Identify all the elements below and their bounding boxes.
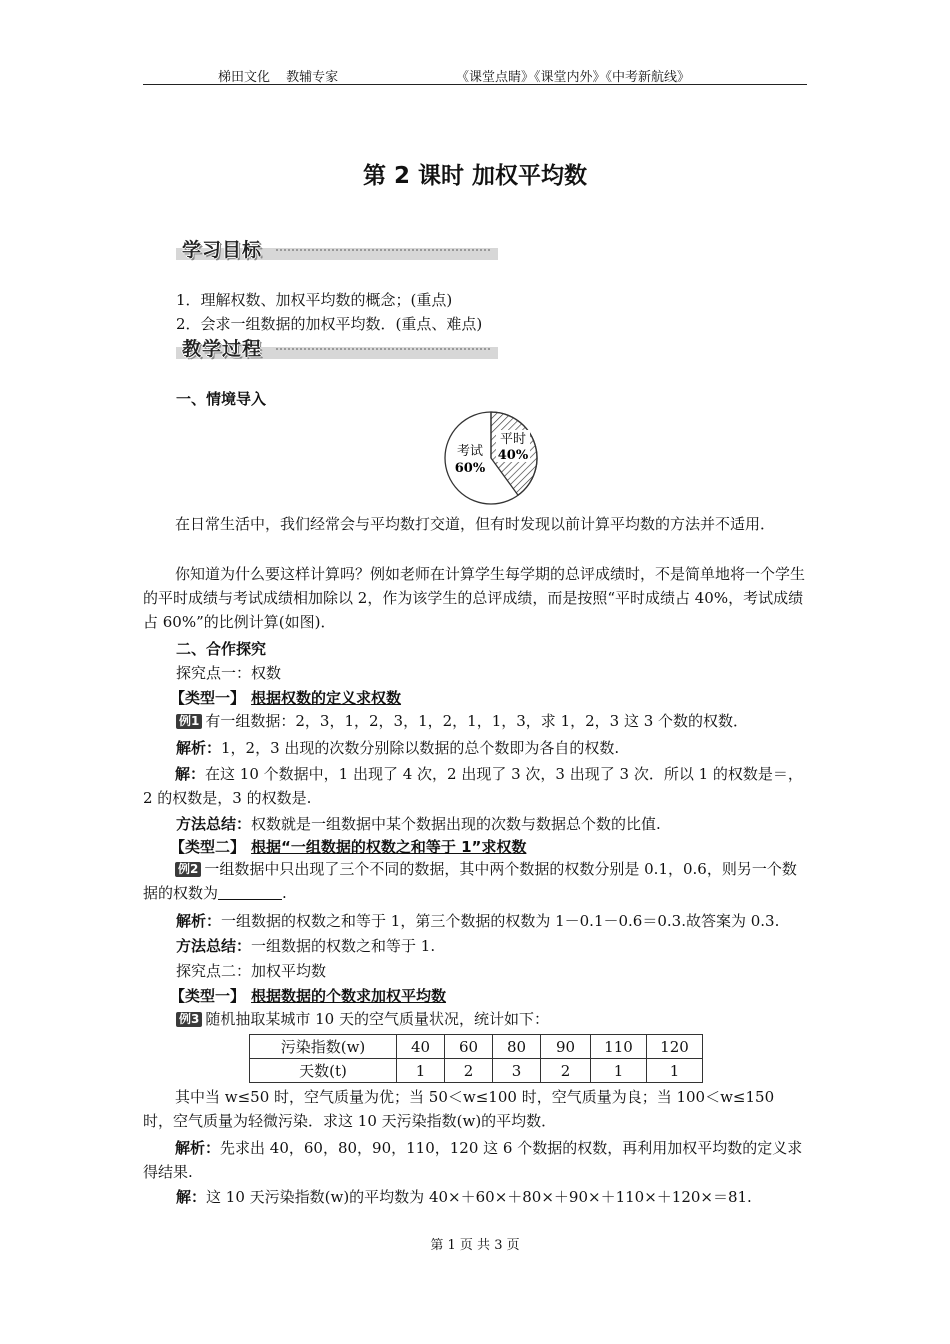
- header-right: 《课堂点睛》《课堂内外》《中考新航线》: [456, 70, 691, 85]
- table-cell: 60: [445, 1035, 493, 1059]
- example-2-summary: [176, 935, 435, 956]
- example-3-conditions: [143, 1085, 807, 1133]
- example-2-end: .: [282, 884, 287, 902]
- type2-title: 根据“一组数据的权数之和等于 1”求权数: [251, 838, 527, 856]
- solution-text: 这 10 天污染指数(w)的平均数为 40×＋60×＋80×＋90×＋110×＋120×＝81.: [206, 1188, 752, 1206]
- intro-paragraph-1: [143, 512, 807, 536]
- example-3-text: 随机抽取某城市 10 天的空气质量状况，统计如下：: [205, 1010, 549, 1028]
- example-2: [143, 857, 807, 905]
- type3-title: 根据数据的个数求加权平均数: [251, 987, 447, 1005]
- pie-pct-exam: 60%: [454, 461, 486, 476]
- analysis-text: 一组数据的权数之和等于 1，第三个数据的权数为 1－0.1－0.6＝0.3.故答案为 0.3.: [221, 912, 780, 930]
- pie-chart: [443, 410, 539, 506]
- solution-text: 在这 10 个数据中，1 出现了 4 次，2 出现了 3 次，3 出现了 3 次．所以 1 的权数是＝，2 的权数是，3 的权数是.: [143, 765, 803, 807]
- analysis-label: 解析：: [176, 739, 222, 757]
- point2-heading: 探究点二：加权平均数: [176, 962, 327, 980]
- process-banner-label: 教学过程: [182, 338, 263, 360]
- part2-heading: 二、合作探究: [176, 640, 267, 658]
- table-cell: 2: [541, 1059, 591, 1083]
- type3-prefix: 【类型一】: [170, 987, 246, 1005]
- example-3: [176, 1008, 549, 1029]
- type2-heading: [170, 836, 526, 857]
- intro-text-2: 你知道为什么要这样计算吗？例如老师在计算学生每学期的总评成绩时，不是简单地将一个学生的平时成绩与考试成绩相加除以 2，作为该学生的总评成绩，而是按照“平时成绩占 40%，考试成绩占 60%”的比例计算(如图)．: [143, 565, 806, 631]
- table-cell: 1: [591, 1059, 647, 1083]
- table-cell: 90: [541, 1035, 591, 1059]
- summary-label: 方法总结：: [176, 937, 252, 955]
- page-title: 第 2 课时 加权平均数: [362, 163, 588, 189]
- example-1-summary: [176, 813, 661, 834]
- solution-label: 解：: [175, 765, 206, 783]
- header-left: 梯田文化 教辅专家: [218, 70, 339, 85]
- table-row: [250, 1059, 703, 1083]
- table-cell: 1: [397, 1059, 445, 1083]
- table-cell: 2: [445, 1059, 493, 1083]
- point1-heading: 探究点一：权数: [176, 664, 282, 682]
- table-header-cell: 污染指数(w): [250, 1035, 397, 1059]
- goal-2: 2．会求一组数据的加权平均数．(重点、难点): [176, 315, 483, 333]
- example-3-solution: [176, 1186, 752, 1207]
- example-3-badge: 例3: [176, 1012, 202, 1027]
- summary-text: 权数就是一组数据中某个数据出现的次数与数据总个数的比值.: [251, 815, 661, 833]
- conditions-text: 其中当 w≤50 时，空气质量为优；当 50＜w≤100 时，空气质量为良；当 100＜w≤150 时，空气质量为轻微污染．求这 10 天污染指数(w)的平均数．: [143, 1088, 775, 1130]
- pollution-table: [249, 1034, 703, 1083]
- example-3-analysis: [143, 1136, 807, 1184]
- part1-heading: 一、情境导入: [176, 390, 267, 408]
- example-1-solution: [143, 762, 807, 810]
- header-rule: [143, 84, 807, 85]
- banner-dots: [276, 249, 490, 251]
- type3-heading: [170, 985, 446, 1006]
- example-2-text: 一组数据中只出现了三个不同的数据，其中两个数据的权数分别是 0.1，0.6，则另一个数据的权数为: [143, 860, 797, 902]
- summary-label: 方法总结：: [176, 815, 252, 833]
- goals-banner-label: 学习目标: [182, 239, 263, 261]
- type2-prefix: 【类型二】: [170, 838, 246, 856]
- analysis-label: 解析：: [175, 1139, 221, 1157]
- pie-pct-regular: 40%: [497, 448, 529, 463]
- pie-label-regular: 平时: [499, 432, 527, 447]
- type1-prefix: 【类型一】: [170, 689, 246, 707]
- table-cell: 120: [647, 1035, 703, 1059]
- table-cell: 3: [493, 1059, 541, 1083]
- page-footer: 第 1 页 共 3 页: [430, 1238, 520, 1253]
- goals-banner: [176, 237, 498, 261]
- summary-text: 一组数据的权数之和等于 1.: [251, 937, 436, 955]
- analysis-label: 解析：: [176, 912, 222, 930]
- table-row: [250, 1035, 703, 1059]
- intro-text-1: 在日常生活中，我们经常会与平均数打交道，但有时发现以前计算平均数的方法并不适用．: [175, 515, 776, 533]
- example-1-text: 有一组数据：2，3，1，2，3，1，2，1，1，3，求 1，2，3 这 3 个数的权数．: [205, 712, 749, 730]
- goal-1: 1．理解权数、加权平均数的概念；(重点): [176, 291, 453, 309]
- analysis-text: 1，2，3 出现的次数分别除以数据的总个数即为各自的权数.: [221, 739, 620, 757]
- answer-blank[interactable]: [218, 885, 282, 900]
- solution-label: 解：: [176, 1188, 207, 1206]
- example-1-badge: 例1: [176, 714, 202, 729]
- type1-title: 根据权数的定义求权数: [251, 689, 402, 707]
- example-1-analysis: [176, 737, 619, 758]
- table-header-cell: 天数(t): [250, 1059, 397, 1083]
- table-cell: 40: [397, 1035, 445, 1059]
- example-2-badge: 例2: [175, 862, 201, 877]
- pie-label-exam: 考试: [456, 444, 484, 459]
- banner-dots: [276, 348, 490, 350]
- intro-paragraph-2: [143, 562, 807, 634]
- type1-heading: [170, 687, 401, 708]
- process-banner: [176, 336, 498, 360]
- analysis-text: 先求出 40，60，80，90，110，120 这 6 个数据的权数，再利用加权平均数的定义求得结果.: [143, 1139, 803, 1181]
- example-1: [176, 710, 748, 731]
- table-cell: 110: [591, 1035, 647, 1059]
- table-cell: 1: [647, 1059, 703, 1083]
- table-cell: 80: [493, 1035, 541, 1059]
- example-2-analysis: [176, 910, 779, 931]
